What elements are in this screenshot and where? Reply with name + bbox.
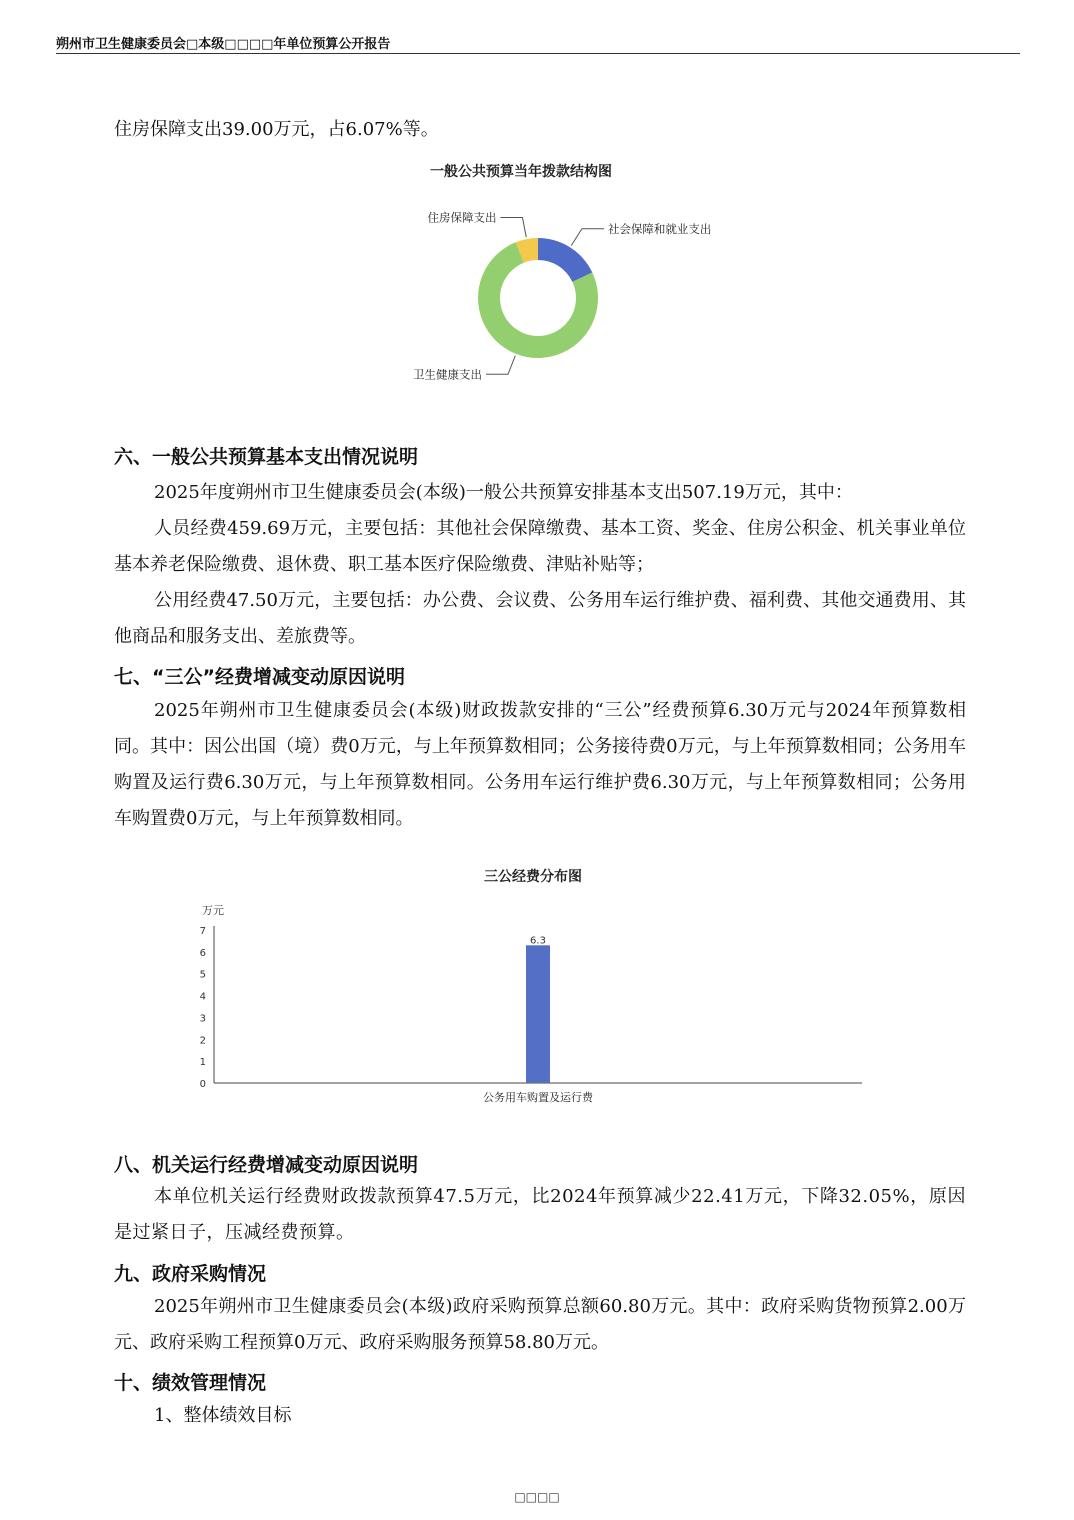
y-tick-label: 2 — [199, 1035, 206, 1047]
donut-slice — [538, 238, 592, 282]
y-tick-label: 1 — [199, 1057, 206, 1069]
section9-paragraph-1: 2025年朔州市卫生健康委员会(本级)政府采购预算总额60.80万元。其中：政府采购货物预算2.00万元、政府采购工程预算0万元、政府采购服务预算58.80万元。 — [114, 1296, 966, 1353]
donut-slice-label: 卫生健康支出 — [412, 367, 482, 382]
section8-paragraph-1: 本单位机关运行经费财政拨款预算47.5万元，比2024年预算减少22.41万元，下降32.05%，原因是过紧日子，压减经费预算。 — [114, 1186, 966, 1243]
y-tick-label: 7 — [199, 926, 206, 937]
y-tick-label: 5 — [199, 969, 206, 981]
page-header — [56, 31, 1020, 54]
section10-heading: 十、绩效管理情况 — [114, 1372, 267, 1394]
section6-paragraph-2: 人员经费459.69万元，主要包括：其他社会保障缴费、基本工资、奖金、住房公积金、机关事业单位基本养老保险缴费、退休费、职工基本医疗保险缴费、津贴补贴等； — [114, 518, 966, 575]
section6-paragraph-1: 2025年度朔州市卫生健康委员会(本级)一般公共预算安排基本支出507.19万元，其中： — [154, 482, 853, 503]
donut-slice-label: 社会保障和就业支出 — [607, 221, 712, 236]
section6-heading: 六、一般公共预算基本支出情况说明 — [114, 446, 419, 468]
bar-chart — [0, 895, 1074, 1115]
donut-leader-line — [486, 356, 515, 375]
bar-value-label: 6.3 — [530, 935, 546, 947]
y-tick-label: 0 — [199, 1079, 206, 1090]
section7-heading: 七、“三公”经费增减变动原因说明 — [114, 666, 405, 688]
section9-heading: 九、政府采购情况 — [114, 1263, 267, 1285]
bar — [526, 945, 550, 1083]
section8-heading: 八、机关运行经费增减变动原因说明 — [114, 1154, 419, 1176]
donut-leader-line — [500, 217, 526, 237]
y-tick-label: 6 — [199, 947, 206, 959]
page-number: □□□□ — [514, 1490, 560, 1504]
section10-paragraph-1: 1、整体绩效目标 — [154, 1405, 292, 1426]
donut-chart — [0, 190, 1074, 420]
intro-line: 住房保障支出39.00万元，占6.07%等。 — [114, 119, 439, 140]
donut-slice-label: 住房保障支出 — [427, 210, 497, 225]
section7-paragraph-1: 2025年朔州市卫生健康委员会(本级)财政拨款安排的“三公”经费预算6.30万元与2024年预算数相同。其中：因公出国（境）费0万元，与上年预算数相同；公务接待费0万元，与上年预算数相同；公务用车购置及运行费6.30万元，与上年预算数相同。公务用车运行维护费6.30万元，与上年预算数相同；公务用车购置费0万元，与上年预算数相同。 — [114, 700, 966, 829]
donut-leader-line — [571, 229, 604, 246]
y-tick-label: 4 — [199, 991, 206, 1003]
y-axis-unit-label: 万元 — [202, 904, 224, 917]
y-tick-label: 3 — [199, 1013, 206, 1025]
section6-paragraph-3: 公用经费47.50万元，主要包括：办公费、会议费、公务用车运行维护费、福利费、其他交通费用、其他商品和服务支出、差旅费等。 — [114, 590, 966, 647]
header-title: 朔州市卫生健康委员会□本级□□□□年单位预算公开报告 — [56, 37, 391, 52]
bar-chart-title: 三公经费分布图 — [484, 869, 582, 885]
donut-chart-title: 一般公共预算当年拨款结构图 — [430, 164, 612, 180]
x-category-label: 公务用车购置及运行费 — [483, 1091, 593, 1104]
